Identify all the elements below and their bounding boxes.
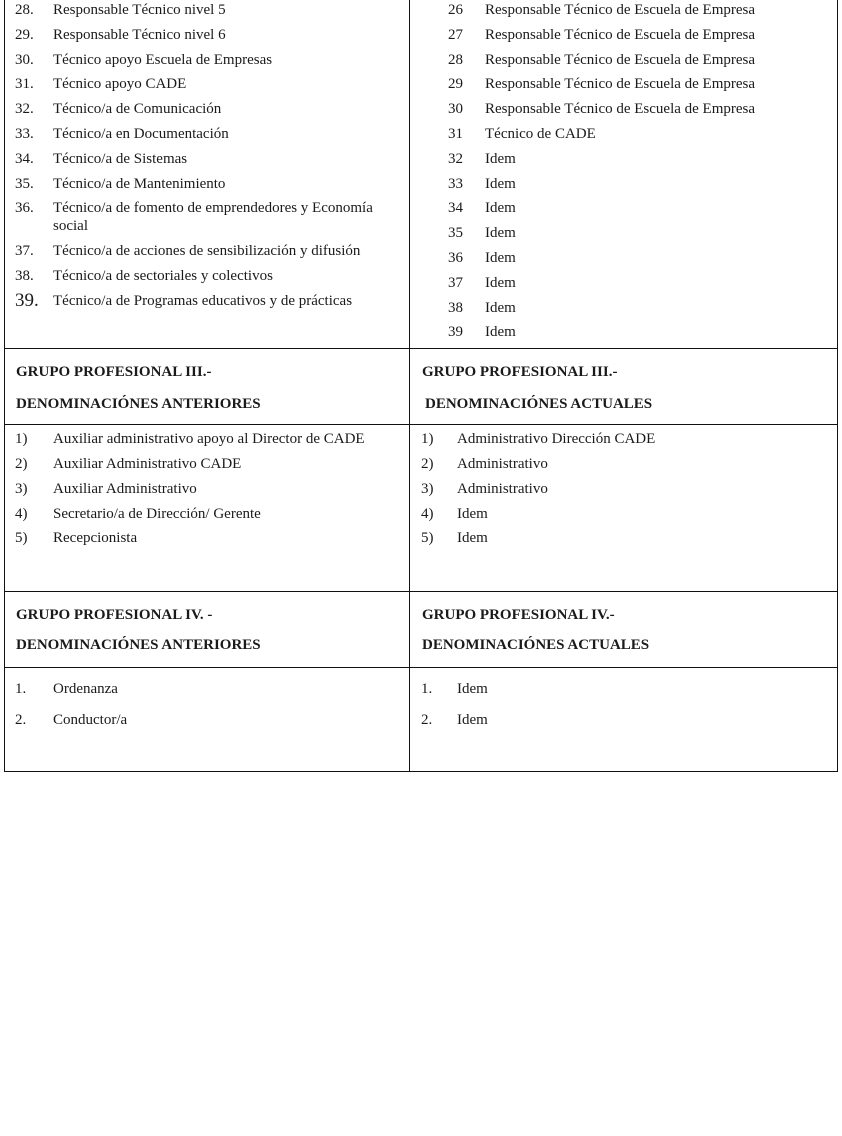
item-number: 1. [15,681,27,698]
list-item [448,150,837,168]
section-subtitle: DENOMINACIÓNES ACTUALES [422,637,650,654]
group3-row [5,425,838,592]
section-title: GRUPO PROFESIONAL III.- [422,364,618,381]
item-number: 1) [421,431,434,448]
item-text: Idem [457,712,488,729]
section-title: GRUPO PROFESIONAL IV. - [16,607,213,624]
item-number: 39 [448,324,463,341]
item-text: Administrativo [457,455,548,472]
item-text: Responsable Técnico nivel 5 [53,2,226,18]
item-text: Idem [457,530,488,547]
item-text: Administrativo [457,480,548,497]
group2-previous-list [5,0,409,310]
item-text: Idem [485,225,516,242]
group3-previous-cell [5,425,410,592]
item-number: 2. [15,712,27,729]
section-subtitle: DENOMINACIÓNES ANTERIORES [16,396,261,413]
list-item [15,125,409,143]
list-item [15,199,409,235]
list-item [448,1,837,19]
item-text: Técnico/a de acciones de sensibilización y difusión [53,243,361,260]
item-text: Auxiliar administrativo apoyo al Director de CADE [53,431,365,448]
item-text: Ordenanza [53,681,118,698]
item-text: Técnico/a de sectoriales y colectivos [53,267,273,284]
list-item [15,680,409,698]
job-denominations-table [4,0,838,772]
list-item [448,299,837,317]
item-number: 35. [15,175,34,192]
group4-header-row [5,592,838,668]
item-text: Conductor/a [53,712,128,729]
group2-current-list [410,0,837,341]
item-number: 33. [15,125,34,142]
group3-previous-header [5,349,410,425]
item-number: 37 [448,274,463,291]
item-number: 35 [448,225,463,242]
item-text: Idem [485,175,516,192]
item-text: Idem [457,681,488,698]
group4-current-list [410,668,837,771]
item-text: Técnico/a de Comunicación [53,101,222,118]
item-text: Idem [485,150,516,167]
item-text: Responsable Técnico de Escuela de Empresa [485,2,756,18]
item-text: Idem [457,505,488,522]
list-item [421,430,837,448]
item-text: Técnico de CADE [485,125,596,142]
item-number: 34. [15,150,34,167]
item-text: Idem [485,249,516,266]
group3-previous-list [5,425,409,585]
item-text: Responsable Técnico nivel 6 [53,26,226,43]
item-number: 32. [15,101,34,118]
item-text: Técnico apoyo Escuela de Empresas [53,51,273,68]
item-number: 31 [448,125,463,142]
item-number: 37. [15,243,34,260]
item-number: 3) [15,480,28,497]
group3-current-header [410,349,838,425]
item-number: 1) [15,431,28,448]
item-number: 5) [421,530,434,547]
list-item [15,51,409,69]
item-text: Recepcionista [53,530,138,547]
section-title: GRUPO PROFESIONAL IV.- [422,607,615,624]
list-item [15,75,409,93]
item-number: 2) [421,455,434,472]
group2-current-cell [410,0,838,349]
item-number: 38 [448,299,463,316]
list-item [15,242,409,260]
item-number: 32 [448,150,463,167]
list-item [448,249,837,267]
list-item [15,26,409,44]
item-number: 31. [15,76,34,93]
item-number: 34 [448,200,463,217]
list-item [448,175,837,193]
item-text: Técnico/a de fomento de emprendedores y Economía social [53,200,373,235]
list-item [448,75,837,93]
list-item [448,323,837,341]
group4-row [5,668,838,772]
list-item [15,430,409,448]
item-text: Idem [485,299,516,316]
item-number: 30 [448,101,463,118]
list-item [448,125,837,143]
item-number: 39. [15,289,39,311]
item-text: Idem [485,200,516,217]
item-number: 29 [448,76,463,93]
list-item [421,505,837,523]
group3-header-row [5,349,838,425]
item-text: Administrativo Dirección CADE [457,431,656,448]
list-item [421,529,837,547]
item-text: Técnico/a de Mantenimiento [53,175,226,192]
item-text: Auxiliar Administrativo [53,480,197,497]
item-number: 30. [15,51,34,68]
list-item [448,224,837,242]
item-text: Secretario/a de Dirección/ Gerente [53,505,261,522]
list-item [421,680,837,698]
list-item [15,505,409,523]
group4-current-header [410,592,838,668]
list-item [15,1,409,19]
list-item [448,100,837,118]
item-number: 38. [15,267,34,284]
item-number: 1. [421,681,433,698]
item-text: Técnico apoyo CADE [53,76,187,93]
list-item [15,100,409,118]
item-number: 4) [15,505,28,522]
item-text: Auxiliar Administrativo CADE [53,455,242,472]
item-number: 3) [421,480,434,497]
group4-previous-header [5,592,410,668]
item-number: 26 [448,2,463,18]
list-item [448,26,837,44]
group3-current-list [410,425,837,585]
item-number: 5) [15,530,28,547]
item-text: Idem [485,324,516,341]
item-number: 4) [421,505,434,522]
list-item [15,267,409,285]
list-item [15,529,409,547]
list-item [15,455,409,473]
item-number: 29. [15,26,34,43]
list-item [15,711,409,729]
item-number: 28 [448,51,463,68]
group3-current-cell [410,425,838,592]
item-text: Idem [485,274,516,291]
group2-previous-cell [5,0,410,349]
list-item [15,480,409,498]
list-item [421,455,837,473]
item-number: 2) [15,455,28,472]
item-number: 33 [448,175,463,192]
list-item [421,711,837,729]
list-item [448,51,837,69]
group2-row [5,0,838,349]
group4-current-cell [410,668,838,772]
list-item [421,480,837,498]
list-item [15,289,409,311]
section-subtitle: DENOMINACIÓNES ANTERIORES [16,637,261,654]
list-item [448,199,837,217]
item-text: Responsable Técnico de Escuela de Empresa [485,26,756,43]
item-number: 2. [421,712,433,729]
item-text: Técnico/a de Programas educativos y de prácticas [53,292,353,309]
group4-previous-list [5,668,409,771]
item-number: 36 [448,249,463,266]
section-subtitle: DENOMINACIÓNES ACTUALES [425,396,653,413]
list-item [15,150,409,168]
item-number: 28. [15,2,34,18]
item-number: 36. [15,200,34,217]
section-title: GRUPO PROFESIONAL III.- [16,364,212,381]
item-text: Responsable Técnico de Escuela de Empresa [485,76,756,93]
item-text: Técnico/a de Sistemas [53,150,188,167]
item-text: Responsable Técnico de Escuela de Empresa [485,101,756,118]
list-item [15,175,409,193]
item-number: 27 [448,26,463,43]
list-item [448,274,837,292]
group4-previous-cell [5,668,410,772]
item-text: Responsable Técnico de Escuela de Empresa [485,51,756,68]
item-text: Técnico/a en Documentación [53,125,229,142]
